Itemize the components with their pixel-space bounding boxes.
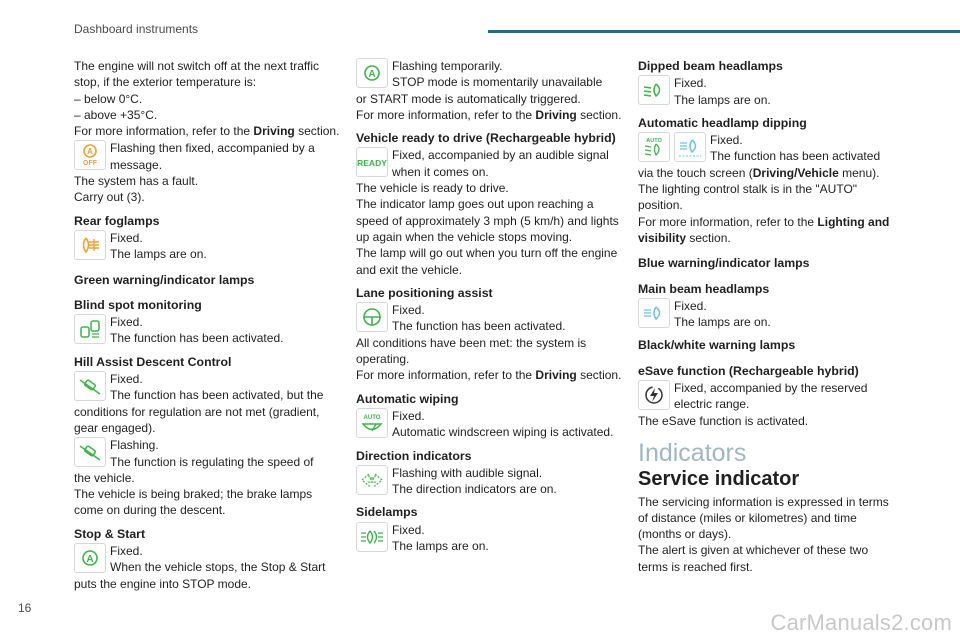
dipped-beam-row <box>638 75 896 108</box>
status-text: Flashing temporarily. <box>392 59 503 73</box>
dipped-beam-icon <box>638 75 670 105</box>
status-desc: The function is regulating the speed of <box>110 454 314 469</box>
status-text: Flashing. <box>110 438 159 453</box>
bw-lamps-heading: Black/white warning lamps <box>638 338 796 353</box>
rear-foglamp-icon <box>74 230 106 260</box>
hill-descent-icon <box>74 371 106 401</box>
service-indicator-heading: Service indicator <box>638 468 800 491</box>
hadc-row <box>74 371 342 404</box>
blind-spot-row <box>74 314 342 347</box>
sidelamps-heading: Sidelamps <box>356 505 418 520</box>
reference-text: For more information, refer to the Driving section. <box>74 124 340 139</box>
lane-assist-heading: Lane positioning assist <box>356 285 493 300</box>
status-desc: The function has been activated. <box>110 331 284 346</box>
section-title: Dashboard instruments <box>74 22 199 36</box>
auto-wiper-icon <box>356 408 388 438</box>
header-accent-bar <box>488 30 960 33</box>
esave-icon <box>638 380 670 410</box>
direction-indicators-heading: Direction indicators <box>356 448 472 463</box>
status-text: Fixed, accompanied by the reserved <box>674 381 868 396</box>
main-beam-row <box>638 298 896 331</box>
status-desc: when it comes on. <box>392 164 489 179</box>
ready-desc: The indicator lamp goes out upon reaching a speed of approximately 3 mph (5 km/h) and lights up again when the vehicle stops moving. <box>356 197 619 244</box>
intro-line: – below 0°C. <box>74 91 143 106</box>
svg-text:A: A <box>86 554 94 566</box>
ready-row <box>356 147 624 180</box>
status-desc: electric range. <box>674 397 750 412</box>
hadc-heading: Hill Assist Descent Control <box>74 354 232 369</box>
status-text: Fixed, accompanied by an audible signal <box>392 148 609 163</box>
status-text: Fixed. <box>710 133 743 148</box>
lane-assist-row <box>356 302 624 335</box>
stop-start-flash-row <box>356 58 624 91</box>
auto-headlamp-icon <box>638 132 670 162</box>
fault-line: Carry out (3). <box>74 190 145 205</box>
main-beam-heading: Main beam headlamps <box>638 281 770 296</box>
auto-wiping-heading: Automatic wiping <box>356 391 459 406</box>
status-desc: The lamps are on. <box>392 539 489 554</box>
ready-desc: The vehicle is ready to drive. <box>356 181 509 196</box>
esave-heading: eSave function (Rechargeable hybrid) <box>638 363 859 378</box>
hadc-desc: the vehicle. <box>74 470 135 485</box>
rear-foglamps-heading: Rear foglamps <box>74 213 160 228</box>
auto-dipping-heading: Automatic headlamp dipping <box>638 115 807 130</box>
direction-indicators-row <box>356 465 624 498</box>
intro-line: The engine will not switch off at the next traffic <box>74 59 320 73</box>
status-text: Fixed. <box>392 303 425 318</box>
sidelamps-icon <box>356 522 388 552</box>
svg-text:A: A <box>87 147 93 157</box>
blind-spot-heading: Blind spot monitoring <box>74 297 202 312</box>
reference-text: For more information, refer to the Lighting and visibility section. <box>638 214 890 245</box>
stop-start-row <box>74 543 342 576</box>
reference-text: For more information, refer to the Driving section. <box>356 368 622 383</box>
auto-wiping-row <box>356 408 624 441</box>
status-desc: The lamps are on. <box>674 92 771 107</box>
hadc-desc: conditions for regulation are not met (gradient, gear engaged). <box>74 404 320 435</box>
green-lamps-heading: Green warning/indicator lamps <box>74 272 255 287</box>
dipped-beam-heading: Dipped beam headlamps <box>638 59 783 73</box>
service-desc: The servicing information is expressed in terms of distance (miles or kilometres) and time (months or days). <box>638 494 889 542</box>
blind-spot-icon <box>74 314 106 344</box>
column-1 <box>74 58 342 592</box>
direction-arrows-icon <box>356 465 388 495</box>
main-beam-icon <box>638 298 670 328</box>
status-text: Fixed. <box>674 298 707 313</box>
esave-desc: The eSave function is activated. <box>638 413 809 428</box>
stop-start-flashing-icon <box>356 58 388 88</box>
stop-start-off-icon <box>74 140 106 170</box>
column-2 <box>356 58 624 554</box>
stop-start-desc: puts the engine into STOP mode. <box>74 576 252 591</box>
intro-line: – above +35°C. <box>74 107 158 122</box>
sidelamps-row <box>356 522 624 555</box>
status-desc: The lamps are on. <box>110 247 207 262</box>
status-text: Fixed. <box>392 408 425 423</box>
esave-row <box>638 380 896 413</box>
flash-desc: or START mode is automatically triggered. <box>356 91 581 106</box>
status-text: Fixed. <box>674 76 707 91</box>
status-desc: The lamps are on. <box>674 315 771 330</box>
stop-start-icon <box>74 543 106 573</box>
svg-text:AUTO: AUTO <box>646 138 662 145</box>
ready-desc: The lamp will go out when you turn off the engine and exit the vehicle. <box>356 246 618 277</box>
status-text: Fixed. <box>392 522 425 537</box>
svg-text:OFF: OFF <box>83 160 97 168</box>
blue-lamps-heading: Blue warning/indicator lamps <box>638 256 810 271</box>
status-desc: The function has been activated <box>710 149 881 164</box>
status-text: Fixed. <box>110 544 143 559</box>
lane-assist-desc: All conditions have been met: the system is operating. <box>356 335 587 367</box>
steering-wheel-icon <box>356 302 388 332</box>
service-desc: The alert is given at whichever of these two terms is reached first. <box>638 543 869 574</box>
status-desc: STOP mode is momentarily unavailable <box>392 75 603 90</box>
stop-start-off-desc: Flashing then fixed, accompanied by a message. <box>110 141 315 172</box>
svg-text:READY: READY <box>357 158 387 169</box>
status-text: Fixed. <box>110 230 143 245</box>
ready-icon <box>356 147 388 177</box>
auto-dipping-desc: The lighting control stalk is in the "AUTO" position. <box>638 182 858 213</box>
hadc-flash-row <box>74 437 342 470</box>
auto-dipping-row <box>638 132 896 165</box>
reference-text: For more information, refer to the Driving section. <box>356 107 622 122</box>
auto-main-beam-icon <box>674 132 706 162</box>
status-text: Flashing with audible signal. <box>392 465 543 480</box>
auto-dipping-desc: via the touch screen (Driving/Vehicle menu). <box>638 165 880 180</box>
column-3 <box>638 58 896 575</box>
ready-heading: Vehicle ready to drive (Rechargeable hybrid) <box>356 131 616 146</box>
status-desc: The function has been activated. <box>392 319 566 334</box>
status-desc: The function has been activated, but the <box>110 388 324 403</box>
status-desc: Automatic windscreen wiping is activated. <box>392 425 614 440</box>
status-desc: When the vehicle stops, the Stop & Start <box>110 560 326 575</box>
watermark: CarManuals2.com <box>770 610 952 635</box>
svg-text:AUTO: AUTO <box>363 414 381 421</box>
status-text: Fixed. <box>110 315 143 330</box>
svg-text:A: A <box>368 69 376 80</box>
status-text: Fixed. <box>110 372 143 387</box>
intro-line: stop, if the exterior temperature is: <box>74 75 257 90</box>
stop-start-off-row <box>74 140 342 173</box>
stop-start-heading: Stop & Start <box>74 526 146 541</box>
status-desc: The direction indicators are on. <box>392 482 557 497</box>
page-header <box>0 0 960 44</box>
indicators-heading: Indicators <box>638 438 747 467</box>
rear-foglamps-row <box>74 230 342 263</box>
fault-line: The system has a fault. <box>74 174 199 189</box>
hill-descent-flashing-icon <box>74 437 106 467</box>
page-number: 16 <box>18 601 32 615</box>
hadc-desc: The vehicle is being braked; the brake lamps come on during the descent. <box>74 487 313 518</box>
